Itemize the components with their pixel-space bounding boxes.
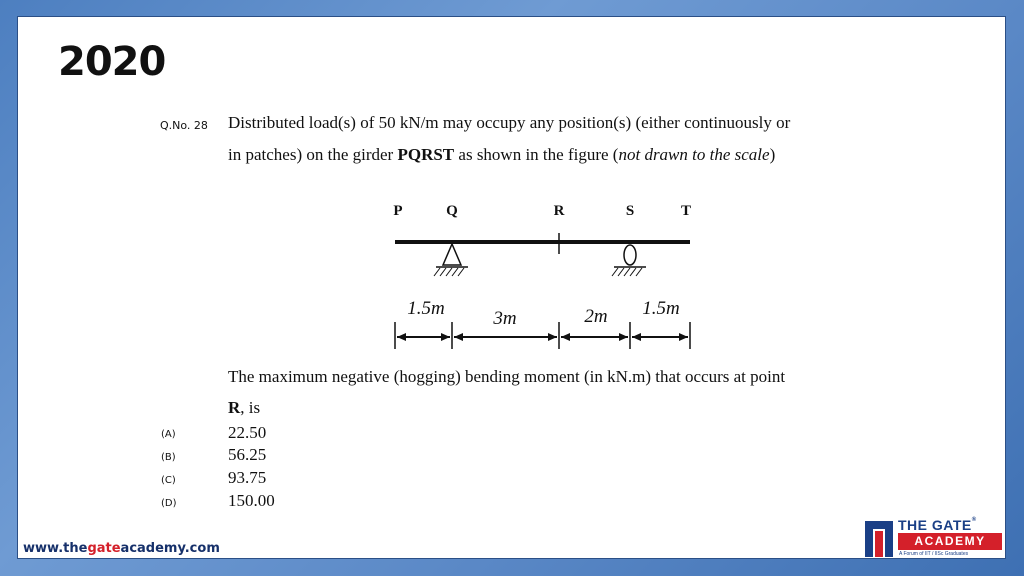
scale-note: not drawn to the scale (618, 145, 770, 164)
question-text: in patches) on the girder (228, 145, 398, 164)
option-d-value: 150.00 (228, 491, 275, 510)
option-b-value: 56.25 (228, 445, 267, 464)
question-text: , is (240, 398, 261, 417)
dimension-arrows (397, 333, 688, 341)
girder-figure (368, 197, 692, 347)
span-rs: 2m (584, 306, 608, 327)
url-part: www.the (23, 541, 88, 556)
registered-mark: ® (971, 517, 977, 523)
url-part-highlight: gate (87, 541, 121, 556)
question-text: ) (769, 145, 776, 164)
label-t: T (680, 203, 692, 219)
logo-tagline: A Forum of IIT / IISc Graduates (899, 551, 969, 557)
logo-line-1 (898, 517, 977, 533)
label-q: Q (446, 203, 458, 219)
logo-mark-icon (863, 517, 897, 557)
girder-name: PQRST (397, 145, 455, 164)
span-pq: 1.5m (407, 298, 445, 319)
span-qr: 3m (493, 308, 517, 329)
question2-line-2 (228, 398, 260, 418)
label-p: P (393, 203, 403, 219)
option-a-letter: (A) (161, 429, 176, 440)
slide (17, 16, 1006, 559)
point-r: R (228, 398, 241, 417)
option-b-letter: (B) (161, 452, 176, 463)
label-r: R (553, 203, 565, 219)
gate-academy-logo (863, 517, 1003, 557)
question-line-2 (228, 145, 775, 165)
url-part: academy.com (120, 541, 220, 556)
question-line-1: Distributed load(s) of 50 kN/m may occupy any position(s) (either continuously or (228, 113, 791, 132)
dimension-ticks (395, 322, 690, 349)
year-heading: 2020 (58, 39, 166, 85)
pin-support-q (434, 244, 468, 276)
option-d-letter: (D) (161, 498, 177, 509)
label-s: S (625, 203, 635, 219)
option-c-letter: (C) (161, 475, 176, 486)
span-st: 1.5m (642, 298, 680, 319)
logo-text: THE GATE (898, 517, 972, 533)
website-link[interactable] (23, 541, 220, 556)
option-c-value: 93.75 (228, 468, 267, 487)
logo-line-2: ACADEMY (898, 533, 1002, 550)
roller-support-s (612, 245, 646, 276)
option-a-value: 22.50 (228, 423, 267, 442)
question-number: Q.No. 28 (160, 119, 208, 132)
question-text: as shown in the figure ( (454, 145, 619, 164)
question2-line-1: The maximum negative (hogging) bending moment (in kN.m) that occurs at point (228, 367, 786, 386)
beam (395, 240, 690, 244)
